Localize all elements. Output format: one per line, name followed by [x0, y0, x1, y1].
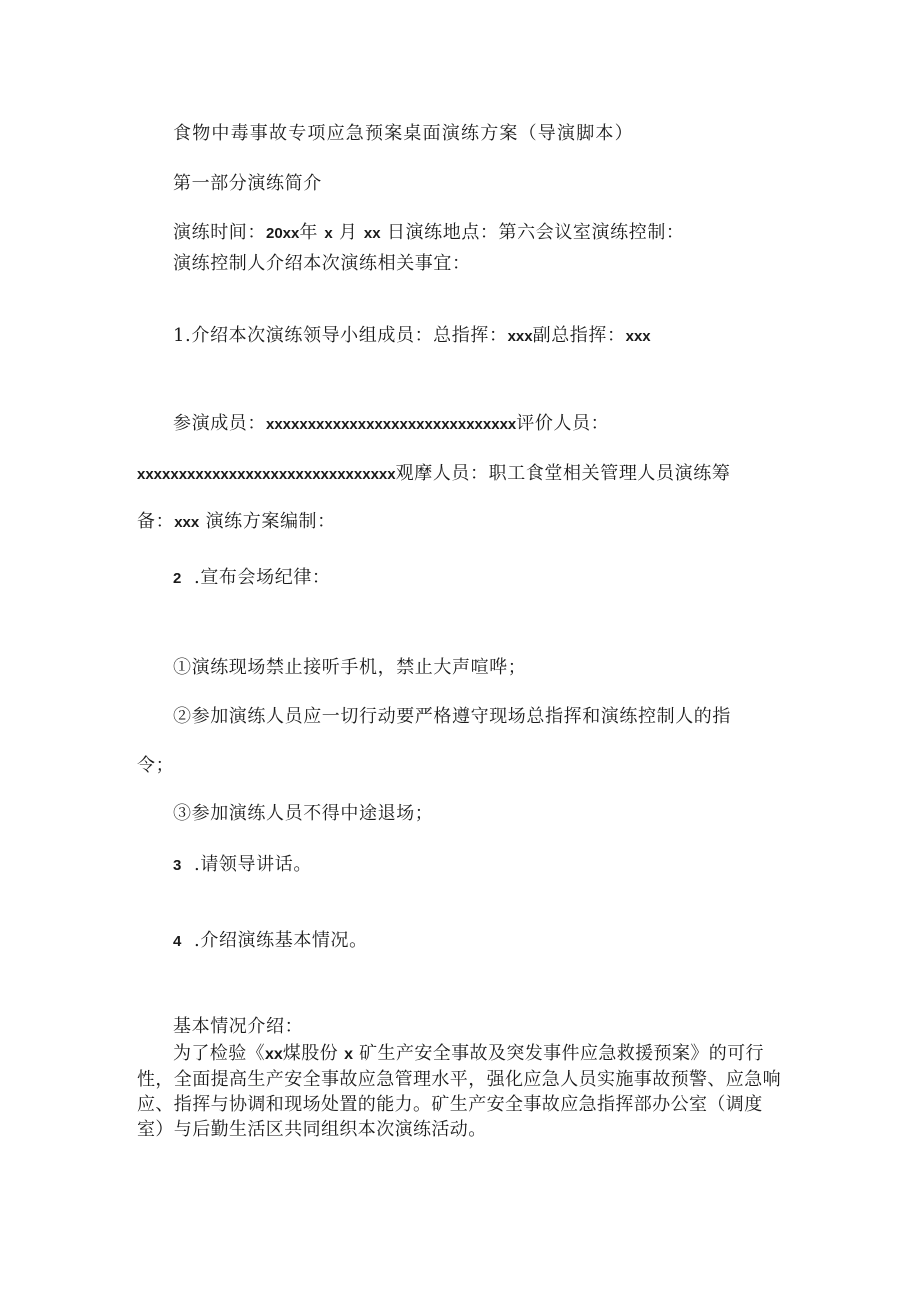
prep-name: xxx [174, 514, 200, 531]
item-4-text: .介绍演练基本情况。 [194, 930, 368, 951]
item-2-line [173, 566, 331, 591]
prep-label: 备： [137, 511, 175, 532]
participants-line [173, 412, 609, 437]
rule-2-text: ②参加演练人员应一切行动要严格遵守现场总指挥和演练控制人的指 [173, 706, 731, 727]
title-text: 食物中毒事故专项应急预案桌面演练方案（导演脚本） [173, 123, 634, 144]
basic-para-mid: 煤股份 [282, 1043, 338, 1064]
rule-2-line [173, 705, 731, 729]
item-4-line [173, 929, 368, 954]
preparation-line [137, 510, 336, 535]
item-2-number: 2 [173, 570, 182, 587]
time-year-suffix: 年 [299, 222, 318, 243]
commander-name: xxx [507, 328, 533, 345]
time-year: 20xx [266, 225, 300, 242]
deputy-name: xxx [625, 328, 651, 345]
plan-label: 演练方案编制： [205, 511, 336, 532]
observers-text: 观摩人员：职工食堂相关管理人员演练筹 [395, 463, 731, 484]
time-place-text: 日演练地点：第六会议室演练控制： [386, 222, 685, 243]
time-label: 演练时间： [173, 222, 266, 243]
rule-2-continuation-line [137, 754, 174, 778]
evaluators-names: xxxxxxxxxxxxxxxxxxxxxxxxxxxxxxx [137, 466, 396, 483]
item-3-number: 3 [173, 857, 182, 874]
controller-intro-text: 演练控制人介绍本次演练相关事宜： [173, 253, 471, 274]
item-4-number: 4 [173, 933, 182, 950]
rule-1-line [173, 656, 526, 680]
controller-intro-line [173, 252, 471, 276]
item-1-line [173, 324, 651, 349]
deputy-label: 副总指挥： [532, 325, 626, 346]
rule-2-continuation-text: 令； [137, 755, 175, 776]
rule-3-text: ③参加演练人员不得中途退场； [173, 803, 434, 824]
basic-paragraph [137, 1041, 782, 1142]
evaluators-label: 评价人员： [516, 413, 610, 434]
section-heading [173, 172, 322, 196]
drill-time-place-line [173, 221, 685, 246]
participants-label: 参演成员： [173, 413, 266, 434]
participants-names: xxxxxxxxxxxxxxxxxxxxxxxxxxxxxx [266, 416, 517, 433]
mine-placeholder: x [344, 1046, 354, 1063]
item-2-text: .宣布会场纪律： [194, 567, 331, 588]
basic-para-rest: 矿生产安全事故及突发事件应急救援预案》的可行性，全面提高生产安全事故应急管理水平，强化应急人员实施事故预警、应急响应、指挥与协调和现场处置的能力。矿生产安全事故应急指挥部办公室（调度室）与后勤生活区共同组织本次演练活动。 [137, 1043, 781, 1140]
section-heading-text: 第一部分演练简介 [173, 173, 322, 194]
item-3-text: .请领导讲话。 [194, 854, 312, 875]
rule-1-text: ①演练现场禁止接听手机，禁止大声喧哗； [173, 657, 527, 678]
time-day: xx [363, 225, 381, 242]
company-placeholder: xx [265, 1046, 283, 1063]
time-month: x [324, 225, 333, 242]
basic-heading [173, 1015, 303, 1039]
document-title [173, 122, 634, 146]
item-3-line [173, 853, 312, 878]
basic-para-prefix: 为了检验《 [173, 1043, 265, 1064]
basic-heading-text: 基本情况介绍： [173, 1016, 304, 1037]
item-1-text: 1.介绍本次演练领导小组成员：总指挥： [173, 325, 508, 346]
rule-3-line [173, 802, 433, 826]
time-month-suffix: 月 [338, 222, 358, 243]
evaluators-observers-line [137, 462, 730, 487]
